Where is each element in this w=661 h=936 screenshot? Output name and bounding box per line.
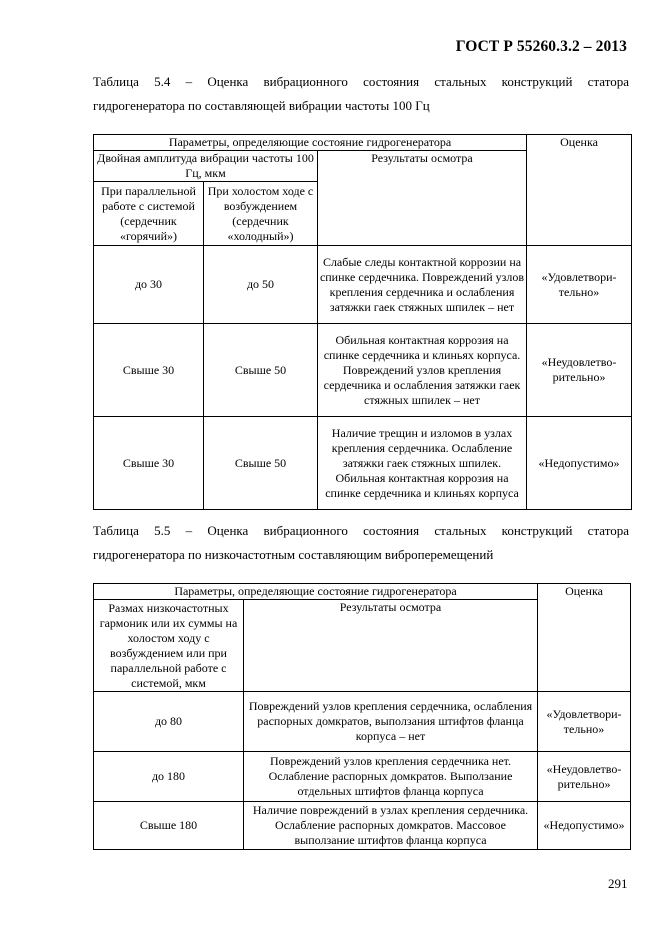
t54-row1-parallel: до 30 [94,246,204,324]
t54-header-parallel: При параллельной работе с системой (сердечник «горячий») [94,182,204,246]
t54-header-idle: При холостом ходе с возбуждением (сердечник «холодный») [204,182,318,246]
table-5-5-caption [93,519,629,567]
t55-header-assessment: Оценка [538,584,631,692]
t54-row3-assessment: «Недопустимо» [527,417,632,510]
t55-row2-inspection: Повреждений узлов крепления сердечника нет. Ослабление распорных домкратов. Выползание отдельных штифтов фланца корпуса [244,752,538,802]
table-5-5-caption-line1: Таблица 5.5 – Оценка вибрационного состояния стальных конструкций статора [93,523,629,538]
table-row [94,692,631,752]
t55-header-range: Размах низкочастотных гармоник или их суммы на холостом ходу с возбуждением или при параллельной работе с системой, мкм [94,600,244,692]
t54-row1-assessment: «Удовлетвори-тельно» [527,246,632,324]
t54-row2-assessment: «Неудовлетво-рительно» [527,324,632,417]
table-row [94,802,631,850]
page-number: 291 [608,876,628,891]
table-5-4-caption-line2: гидрогенератора по составляющей вибрации частоты 100 Гц [93,98,430,113]
t54-header-params: Параметры, определяющие состояние гидрогенератора [94,135,527,151]
table-row [94,324,632,417]
document-standard-code: ГОСТ Р 55260.3.2 – 2013 [455,38,627,55]
table-5-4 [93,134,632,510]
t54-row1-inspection: Слабые следы контактной коррозии на спинке сердечника. Повреждений узлов крепления сердечника и ослабления затяжки гаек стяжных шпилек – нет [318,246,527,324]
t54-row2-idle: Свыше 50 [204,324,318,417]
table-row [94,417,632,510]
table-5-4-caption [93,70,629,118]
table-5-5 [93,583,631,850]
t55-row3-inspection: Наличие повреждений в узлах крепления сердечника. Ослабление распорных домкратов. Массовое выползание штифтов фланца корпуса [244,802,538,850]
table-5-5-caption-line2: гидрогенератора по низкочастотным составляющим виброперемещений [93,547,494,562]
t55-row2-range: до 180 [94,752,244,802]
t55-row1-assessment: «Удовлетвори-тельно» [538,692,631,752]
t55-header-inspection: Результаты осмотра [244,600,538,692]
t55-row3-range: Свыше 180 [94,802,244,850]
t55-row2-assessment: «Неудовлетво-рительно» [538,752,631,802]
t55-row3-assessment: «Недопустимо» [538,802,631,850]
t54-header-amplitude: Двойная амплитуда вибрации частоты 100 Гц, мкм [94,151,318,182]
table-row [94,752,631,802]
t54-row3-idle: Свыше 50 [204,417,318,510]
t54-row2-inspection: Обильная контактная коррозия на спинке сердечника и клиньях корпуса. Повреждений узлов крепления сердечника и ослабления затяжки гаек стяжных шпилек – нет [318,324,527,417]
t54-row3-inspection: Наличие трещин и изломов в узлах крепления сердечника. Ослабление затяжки гаек стяжных шпилек. Обильная контактная коррозия на спинке сердечника и клиньях корпуса [318,417,527,510]
t55-header-params: Параметры, определяющие состояние гидрогенератора [94,584,538,600]
t55-row1-range: до 80 [94,692,244,752]
t54-row1-idle: до 50 [204,246,318,324]
t54-header-assessment: Оценка [527,135,632,246]
t54-row3-parallel: Свыше 30 [94,417,204,510]
t54-header-inspection: Результаты осмотра [318,151,527,246]
table-row [94,246,632,324]
table-5-4-caption-line1: Таблица 5.4 – Оценка вибрационного состояния стальных конструкций статора [93,74,629,89]
t55-row1-inspection: Повреждений узлов крепления сердечника, ослабления распорных домкратов, выползания штифтов фланца корпуса – нет [244,692,538,752]
t54-row2-parallel: Свыше 30 [94,324,204,417]
